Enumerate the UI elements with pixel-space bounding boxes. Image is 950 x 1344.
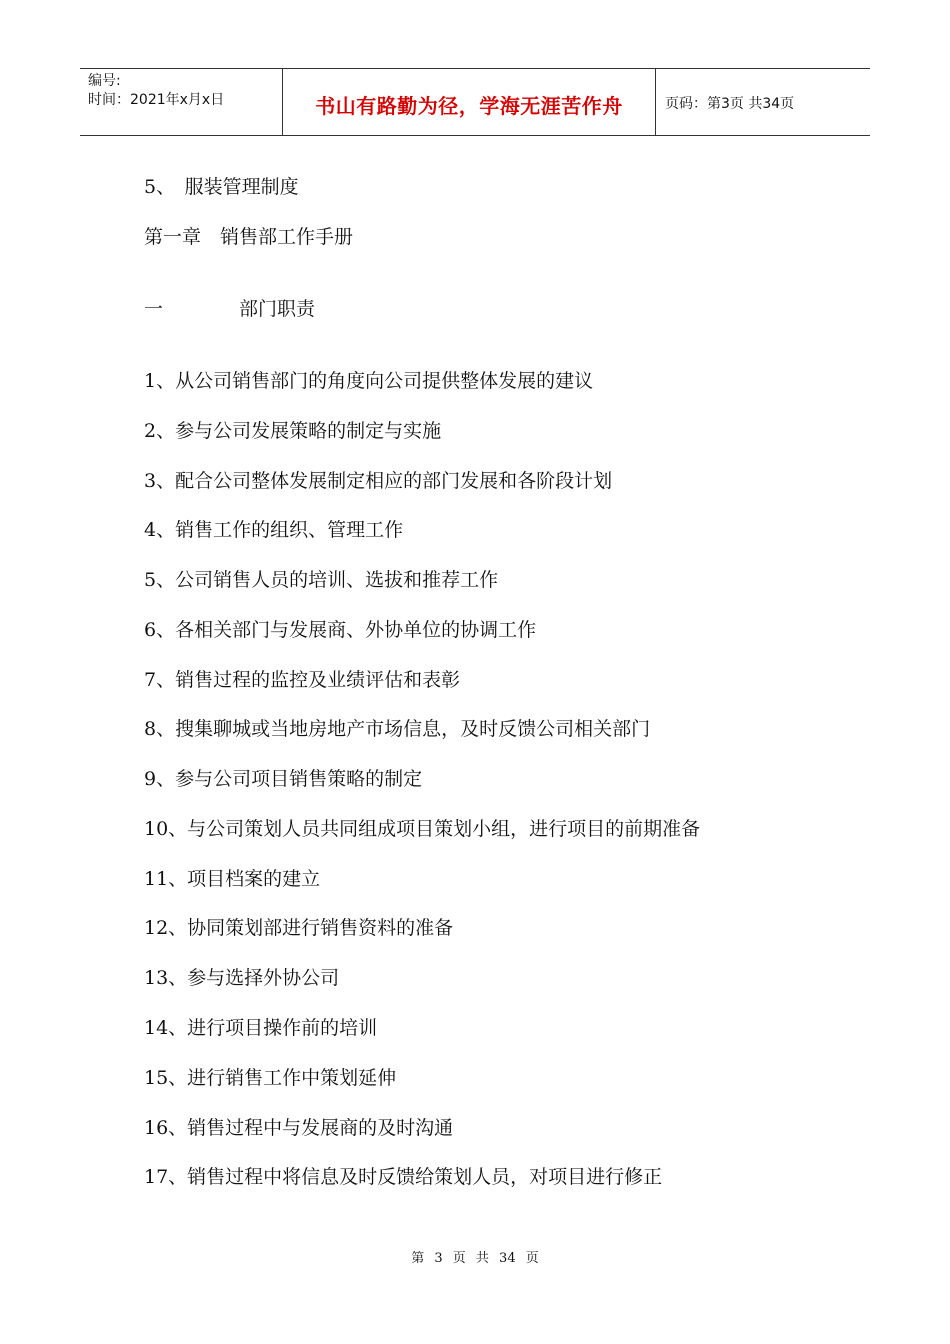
list-item: 9、参与公司项目销售策略的制定: [144, 768, 423, 790]
list-item: 1、从公司销售部门的角度向公司提供整体发展的建议: [144, 370, 594, 392]
list-item: 13、参与选择外协公司: [144, 967, 340, 989]
list-item: 6、各相关部门与发展商、外协单位的协调工作: [144, 619, 537, 641]
list-item: 16、销售过程中与发展商的及时沟通: [144, 1117, 454, 1139]
header-page-info: 页码：第3页 共34页: [665, 96, 795, 112]
list-item: 11、项目档案的建立: [144, 868, 321, 890]
header-page-cell: [656, 69, 870, 135]
header-motto: 书山有路勤为径，学海无涯苦作舟: [315, 93, 623, 118]
intro-item: 5、 服装管理制度: [144, 176, 299, 198]
list-item: 3、配合公司整体发展制定相应的部门发展和各阶段计划: [144, 470, 613, 492]
list-item: 15、进行销售工作中策划延伸: [144, 1067, 397, 1089]
document-code-label: 编号:: [88, 73, 121, 89]
list-item: 17、销售过程中将信息及时反馈给策划人员，对项目进行修正: [144, 1166, 663, 1188]
header-left-cell: [80, 69, 282, 135]
header-motto-cell: [282, 69, 656, 135]
list-item: 2、参与公司发展策略的制定与实施: [144, 420, 442, 442]
list-item: 4、销售工作的组织、管理工作: [144, 519, 404, 541]
list-item: 8、搜集聊城或当地房地产市场信息，及时反馈公司相关部门: [144, 718, 651, 740]
list-item: 12、协同策划部进行销售资料的准备: [144, 917, 454, 939]
list-item: 7、销售过程的监控及业绩评估和表彰: [144, 669, 461, 691]
page-footer: 第 3 页 共 34 页: [411, 1251, 539, 1266]
list-item: 14、进行项目操作前的培训: [144, 1017, 378, 1039]
list-item: 5、公司销售人员的培训、选拔和推荐工作: [144, 569, 499, 591]
section-title: 一 部门职责: [144, 298, 316, 320]
document-time-label: 时间：2021年x月x日: [88, 92, 225, 108]
list-item: 10、与公司策划人员共同组成项目策划小组，进行项目的前期准备: [144, 818, 701, 840]
header-table: [80, 68, 870, 136]
chapter-title: 第一章 销售部工作手册: [144, 226, 354, 248]
